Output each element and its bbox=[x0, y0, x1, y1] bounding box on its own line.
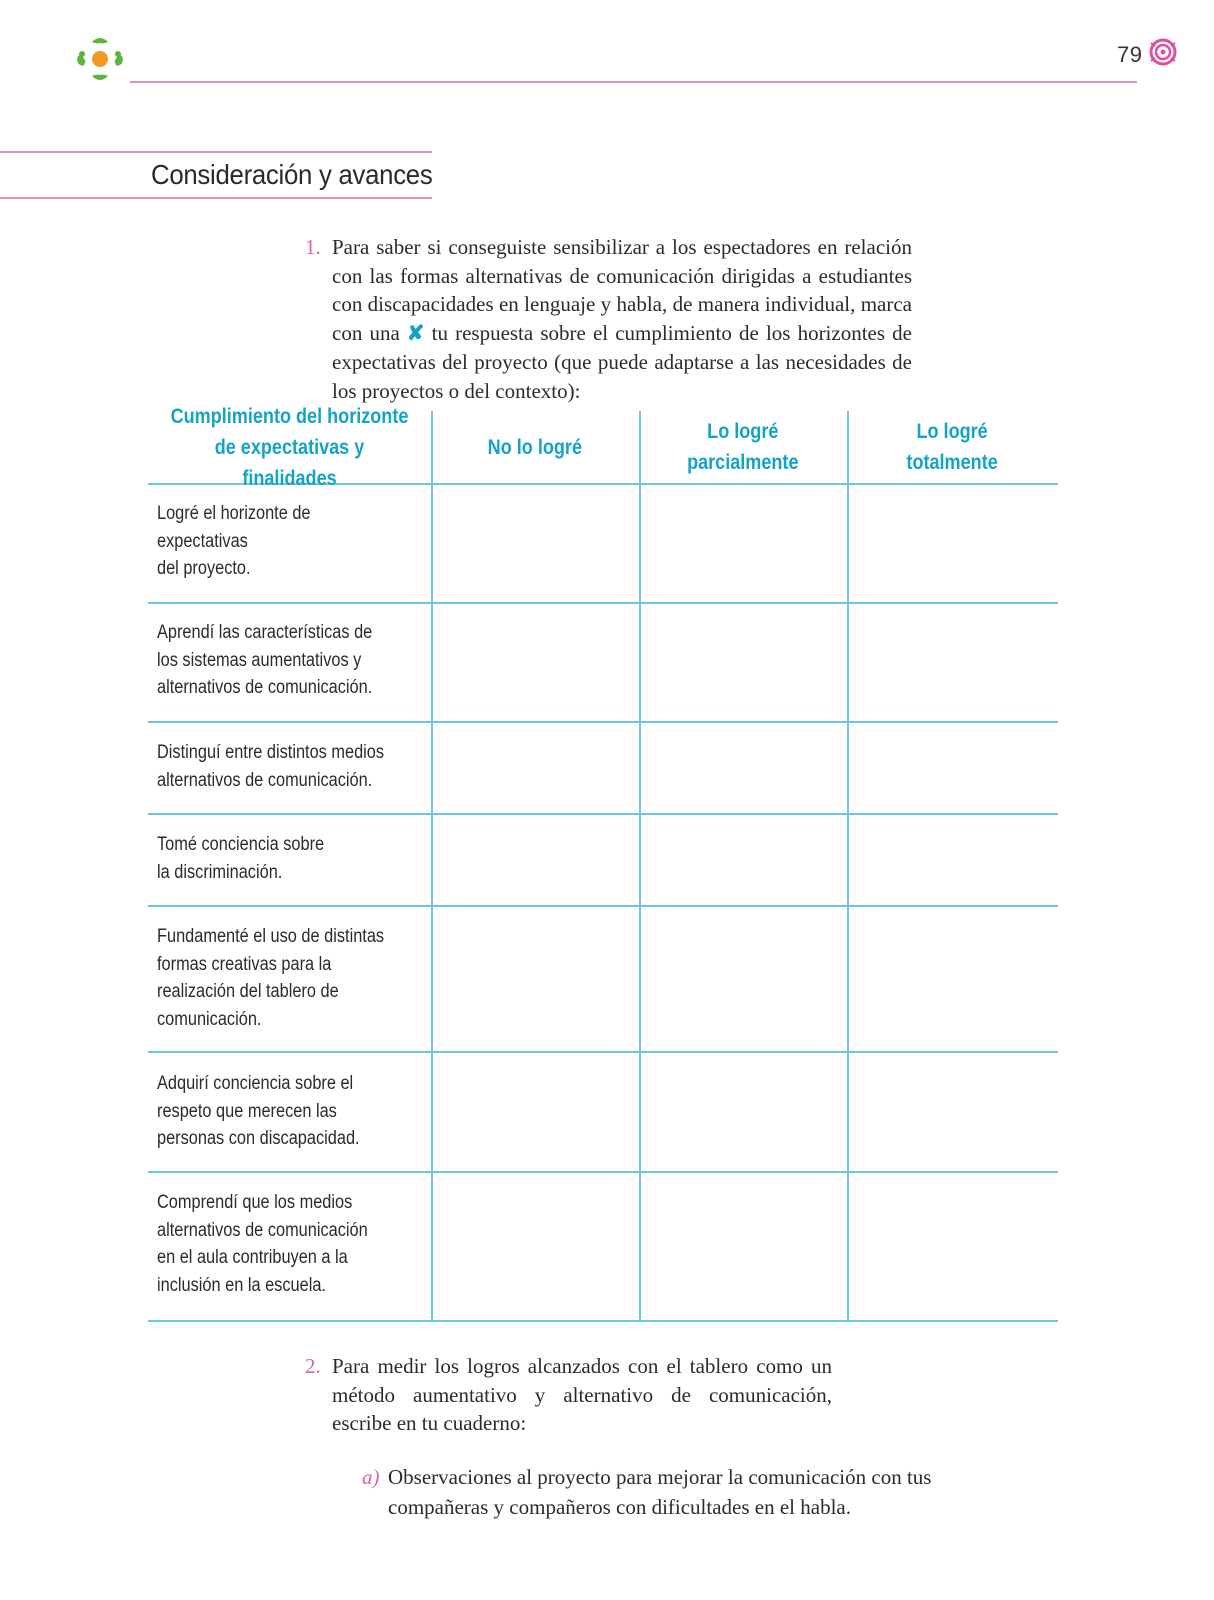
section-title: Consideración y avances bbox=[151, 159, 433, 190]
sub-item-a-letter: a) bbox=[362, 1465, 380, 1489]
question-1-text-before: Para saber si conseguiste sensibilizar a los espectadores en relación con las formas alternativas de comunicación dirigidas a estudiantes con discapacidades en lenguaje y habla, de manera individual, marca con una bbox=[332, 235, 912, 345]
column-header-partially-achieved: Lo logré parcialmente bbox=[687, 420, 799, 474]
spiral-ornament-icon bbox=[1148, 37, 1178, 67]
section-title-bottom-rule bbox=[0, 197, 432, 199]
question-1-number: 1. bbox=[305, 235, 321, 259]
question-2-number: 2. bbox=[305, 1354, 321, 1378]
sub-item-a-text: Observaciones al proyecto para mejorar la comunicación con tus compañeras y compañeros con dificultades en el habla. bbox=[388, 1465, 932, 1519]
table-row-label: Logré el horizonte de expectativas del proyecto. bbox=[157, 503, 311, 579]
table-row-label: Tomé conciencia sobre la discriminación. bbox=[157, 834, 325, 883]
column-header-criteria: Cumplimiento del horizonte de expectativas y finalidades bbox=[170, 404, 409, 490]
table-row-label: Comprendí que los medios alternativos de comunicación en el aula contribuyen a la inclusión en la escuela. bbox=[157, 1192, 368, 1296]
header-divider bbox=[130, 81, 1137, 83]
table-row-label: Fundamenté el uso de distintas formas creativas para la realización del tablero de comunicación. bbox=[157, 926, 385, 1030]
self-assessment-table bbox=[148, 404, 1058, 1322]
question-2-text: Para medir los logros alcanzados con el tablero como un método aumentativo y alternativo de comunicación, escribe en tu cuaderno: bbox=[332, 1354, 832, 1435]
column-header-fully-achieved: Lo logré totalmente bbox=[906, 420, 999, 474]
table-row-label: Aprendí las características de los sistemas aumentativos y alternativos de comunicación. bbox=[157, 622, 373, 698]
page-number: 79 bbox=[1117, 42, 1143, 67]
table-row-label: Distinguí entre distintos medios alternativos de comunicación. bbox=[157, 742, 385, 791]
question-1-text-after: tu respuesta sobre el cumplimiento de los horizontes de expectativas del proyecto (que puede adaptarse a las necesidades de los proyectos o del contexto): bbox=[332, 320, 912, 403]
question-1-text bbox=[332, 233, 912, 405]
x-mark-icon: ✘ bbox=[406, 321, 425, 345]
section-title-top-rule bbox=[0, 151, 432, 153]
column-header-not-achieved: No lo logré bbox=[487, 435, 583, 459]
book-logo-icon bbox=[72, 32, 128, 86]
table-row-label: Adquirí conciencia sobre el respeto que merecen las personas con discapacidad. bbox=[157, 1073, 360, 1149]
